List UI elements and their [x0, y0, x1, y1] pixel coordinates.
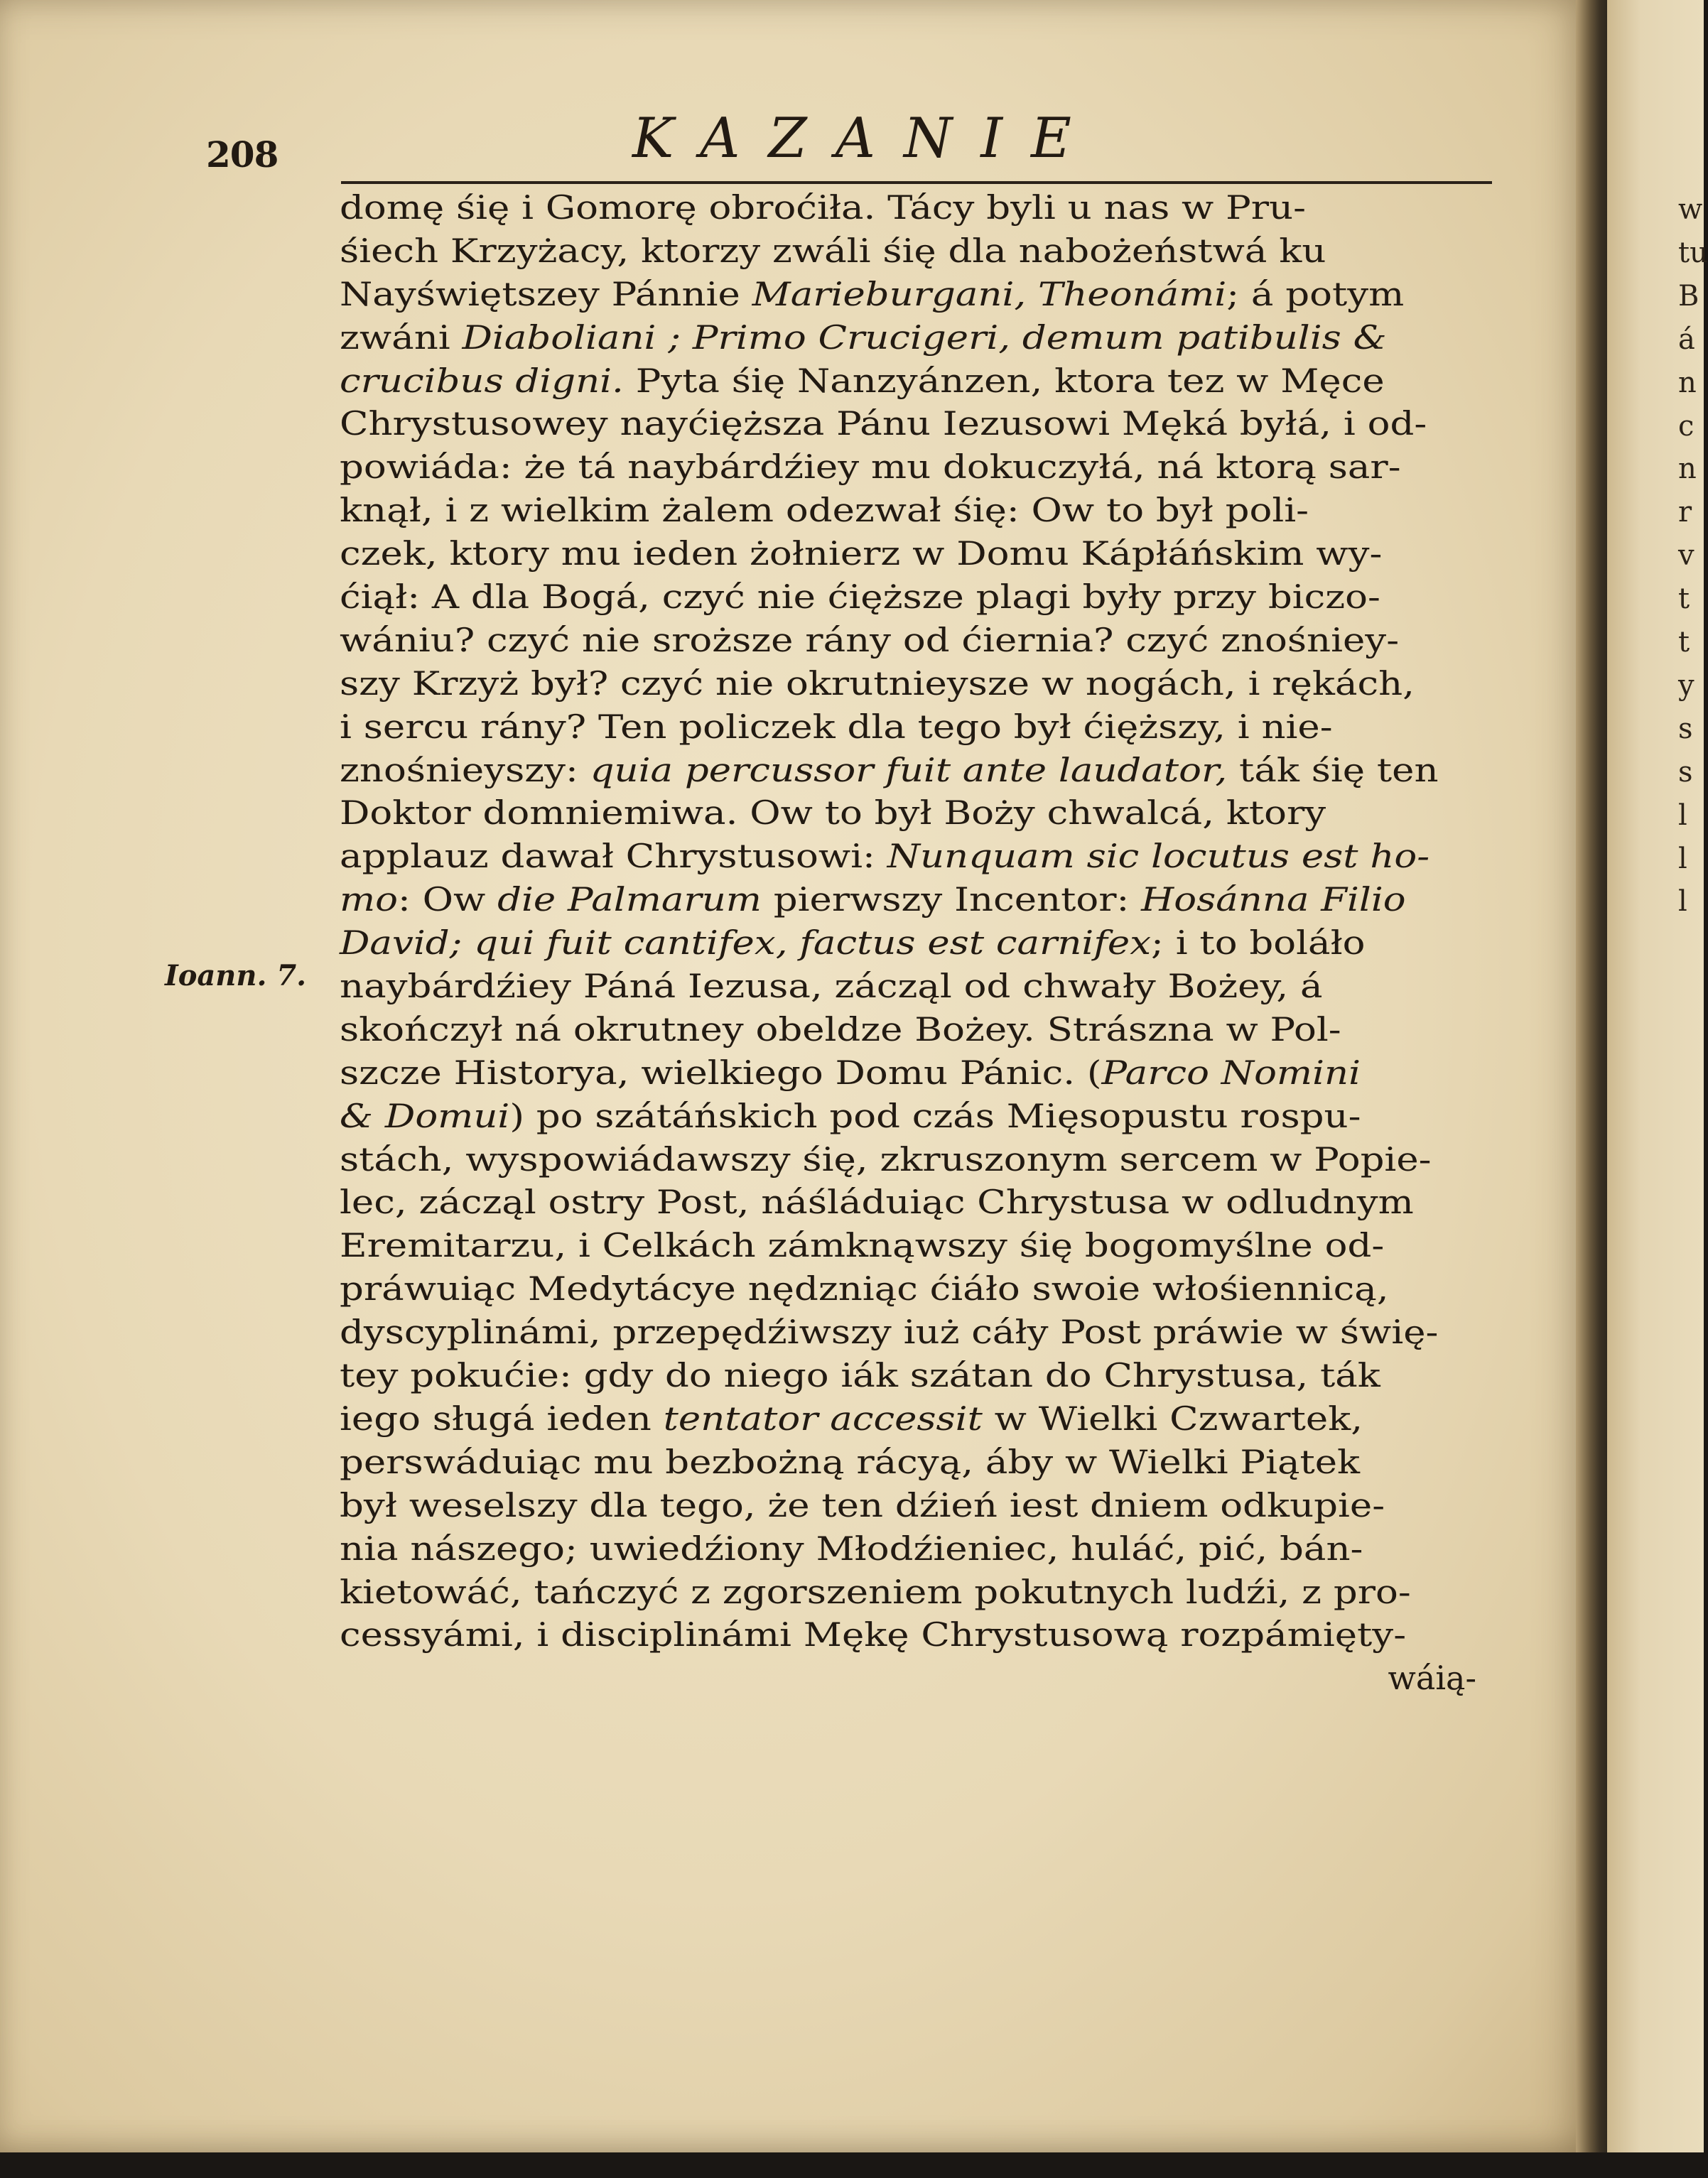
facing-page-letter: á	[1678, 323, 1695, 356]
text-segment: śiech Krzyżacy, ktorzy zwáli śię dla nabożeństwá ku	[340, 231, 1326, 270]
text-segment: skończył ná okrutney obeldze Bożey. Strászna w Pol-	[340, 1009, 1341, 1049]
text-segment: domę śię i Gomorę obroćiła. Tácy byli u nas w Pru-	[340, 188, 1306, 227]
text-segment: nia nászego; uwiedźiony Młodźieniec, huláć, pić, bán-	[340, 1529, 1363, 1568]
text-line	[340, 532, 1696, 575]
text-segment: ták śię ten	[1227, 750, 1439, 789]
italic-text-segment: mo	[340, 880, 399, 919]
text-line	[340, 1267, 1696, 1311]
text-line	[340, 359, 1696, 403]
text-segment: ; i to boláło	[1151, 923, 1366, 963]
text-segment: znośnieyszy:	[340, 750, 590, 789]
italic-text-segment: crucibus digni.	[340, 361, 624, 400]
text-segment: : Ow	[398, 880, 498, 919]
text-segment: cessyámi, i disciplinámi Mękę Chrystusową rozpámięty-	[340, 1615, 1407, 1654]
text-line	[340, 878, 1696, 921]
text-line	[340, 662, 1696, 705]
text-segment: Doktor domniemiwa. Ow to był Boży chwalcá, ktory	[340, 793, 1326, 833]
italic-text-segment: die Palmarum	[497, 880, 762, 919]
italic-text-segment: Nunquam sic locutus est ho-	[887, 837, 1430, 876]
italic-text-segment: Marieburgani, Theonámi	[752, 274, 1227, 313]
facing-page-letter: y	[1678, 668, 1695, 702]
facing-page-letter: v	[1678, 539, 1695, 573]
facing-page-letter: t	[1678, 583, 1690, 616]
text-line	[340, 1527, 1696, 1571]
text-line	[340, 921, 1696, 965]
text-segment: applauz dawał Chrystusowi:	[340, 837, 887, 876]
text-segment: knął, i z wielkim żalem odezwał śię: Ow to był poli-	[340, 491, 1309, 530]
text-segment: szy Krzyż był? czyć nie okrutnieysze w nogách, i rękách,	[340, 663, 1415, 703]
text-segment: ; á potym	[1226, 274, 1405, 313]
text-line	[340, 791, 1696, 835]
page-number: 208	[206, 134, 279, 175]
text-line	[340, 1224, 1696, 1267]
text-line	[340, 1008, 1696, 1051]
text-line	[340, 186, 1696, 229]
text-segment: powiáda: że tá naybárdźiey mu dokuczyłá, ná ktorą sar-	[340, 448, 1401, 487]
text-line	[340, 489, 1696, 532]
facing-page-letter: c	[1678, 409, 1695, 443]
text-segment: zwáni	[340, 318, 463, 357]
text-line	[340, 1397, 1696, 1441]
italic-text-segment: Parco Nomini	[1101, 1053, 1361, 1092]
facing-page-letter: tu	[1678, 236, 1708, 269]
text-line	[340, 1095, 1696, 1138]
text-segment: ) po szátáńskich pod czás Mięsopustu rospu-	[509, 1096, 1361, 1135]
text-segment: Chrystusowey nayćięższa Pánu Iezusowi Męká byłá, i od-	[340, 404, 1427, 443]
book-gutter	[1576, 0, 1610, 2178]
italic-text-segment: Hosánna Filio	[1141, 880, 1406, 919]
text-line	[340, 1138, 1696, 1181]
text-line	[340, 1354, 1696, 1397]
text-segment: lec, zácząl ostry Post, náśláduiąc Chrystusa w odludnym	[340, 1183, 1414, 1222]
text-segment: kietowáć, tańczyć z zgorszeniem pokutnych ludźi, z pro-	[340, 1572, 1411, 1611]
text-line	[340, 229, 1696, 273]
text-segment: Eremitarzu, i Celkách zámknąwszy śię bogomyślne od-	[340, 1226, 1385, 1265]
catchword: wáią-	[1388, 1659, 1476, 1698]
facing-page-letter: B	[1678, 279, 1699, 313]
text-segment: stách, wyspowiádawszy śię, zkruszonym sercem w Popie-	[340, 1139, 1432, 1179]
header-rule	[341, 181, 1492, 184]
text-line	[340, 1311, 1696, 1354]
text-segment: szcze Historya, wielkiego Domu Pánic. (	[340, 1053, 1102, 1092]
text-segment: tey pokućie: gdy do niego iák szátan do Chrystusa, ták	[340, 1356, 1380, 1395]
facing-page-letter: s	[1678, 755, 1693, 789]
italic-text-segment: & Domui	[340, 1096, 510, 1135]
text-line	[340, 705, 1696, 749]
text-line	[340, 316, 1696, 359]
margin-note: Ioann. 7.	[165, 959, 307, 992]
facing-page-letter: l	[1678, 885, 1687, 919]
text-line	[340, 619, 1696, 662]
text-line	[340, 1484, 1696, 1527]
text-line	[340, 1051, 1696, 1095]
text-segment: naybárdźiey Páná Iezusa, zácząl od chwały Bożey, á	[340, 967, 1323, 1006]
text-segment: wániu? czyć nie sroższe rány od ćiernia? czyć znośniey-	[340, 620, 1400, 659]
text-line	[340, 835, 1696, 878]
text-segment: i sercu rány? Ten policzek dla tego był ćięższy, i nie-	[340, 707, 1333, 746]
facing-page-letter: n	[1678, 366, 1697, 399]
text-segment: dyscyplinámi, przepędźiwszy iuż cáły Post práwie w świę-	[340, 1313, 1439, 1352]
italic-text-segment: Diaboliani ; Primo Crucigeri, demum patibulis &	[462, 318, 1387, 357]
facing-page-letter: l	[1678, 842, 1687, 875]
text-segment: pierwszy Incentor:	[761, 880, 1142, 919]
body-text	[340, 186, 1519, 1700]
text-line	[340, 273, 1696, 316]
text-segment: czek, ktory mu ieden żołnierz w Domu Kápłáńskim wy-	[340, 534, 1383, 573]
text-line	[340, 1181, 1696, 1224]
facing-page-letter: t	[1678, 626, 1690, 659]
facing-page-letter: n	[1678, 453, 1697, 486]
running-head: KAZANIE	[632, 107, 1100, 170]
facing-page-letter: s	[1678, 712, 1693, 745]
text-line	[340, 965, 1696, 1008]
text-line	[340, 445, 1696, 489]
text-line	[340, 1571, 1696, 1614]
text-segment: iego sługá ieden	[340, 1399, 664, 1438]
facing-page-letter: r	[1678, 496, 1692, 529]
text-segment: ćiął: A dla Bogá, czyć nie ćięższe plagi były przy biczo-	[340, 578, 1380, 617]
text-segment: Nayświętszey Pánnie	[340, 274, 752, 313]
text-line	[340, 1613, 1696, 1657]
text-line	[340, 1441, 1696, 1484]
italic-text-segment: tentator accessit	[663, 1399, 983, 1438]
text-segment: Pyta śię Nanzyánzen, ktora tez w Męce	[623, 361, 1385, 400]
italic-text-segment: David; qui fuit cantifex, factus est carnifex	[340, 923, 1152, 963]
text-segment: był weselszy dla tego, że ten dźień iest dniem odkupie-	[340, 1485, 1385, 1524]
text-line	[340, 575, 1696, 619]
text-segment: w Wielki Czwartek,	[982, 1399, 1363, 1438]
facing-page-letter: l	[1678, 798, 1687, 832]
text-line	[340, 749, 1696, 792]
text-segment: práwuiąc Medytácye nędzniąc ćiáło swoie włośiennicą,	[340, 1269, 1389, 1309]
facing-page-letter: w	[1678, 193, 1703, 226]
italic-text-segment: quia percussor fuit ante laudator,	[590, 750, 1228, 789]
text-line	[340, 402, 1696, 445]
facing-page-edge	[1607, 0, 1708, 2160]
scan-bottom-edge	[0, 2152, 1704, 2178]
text-segment: perswáduiąc mu bezbożną rácyą, áby w Wielki Piątek	[340, 1442, 1361, 1481]
